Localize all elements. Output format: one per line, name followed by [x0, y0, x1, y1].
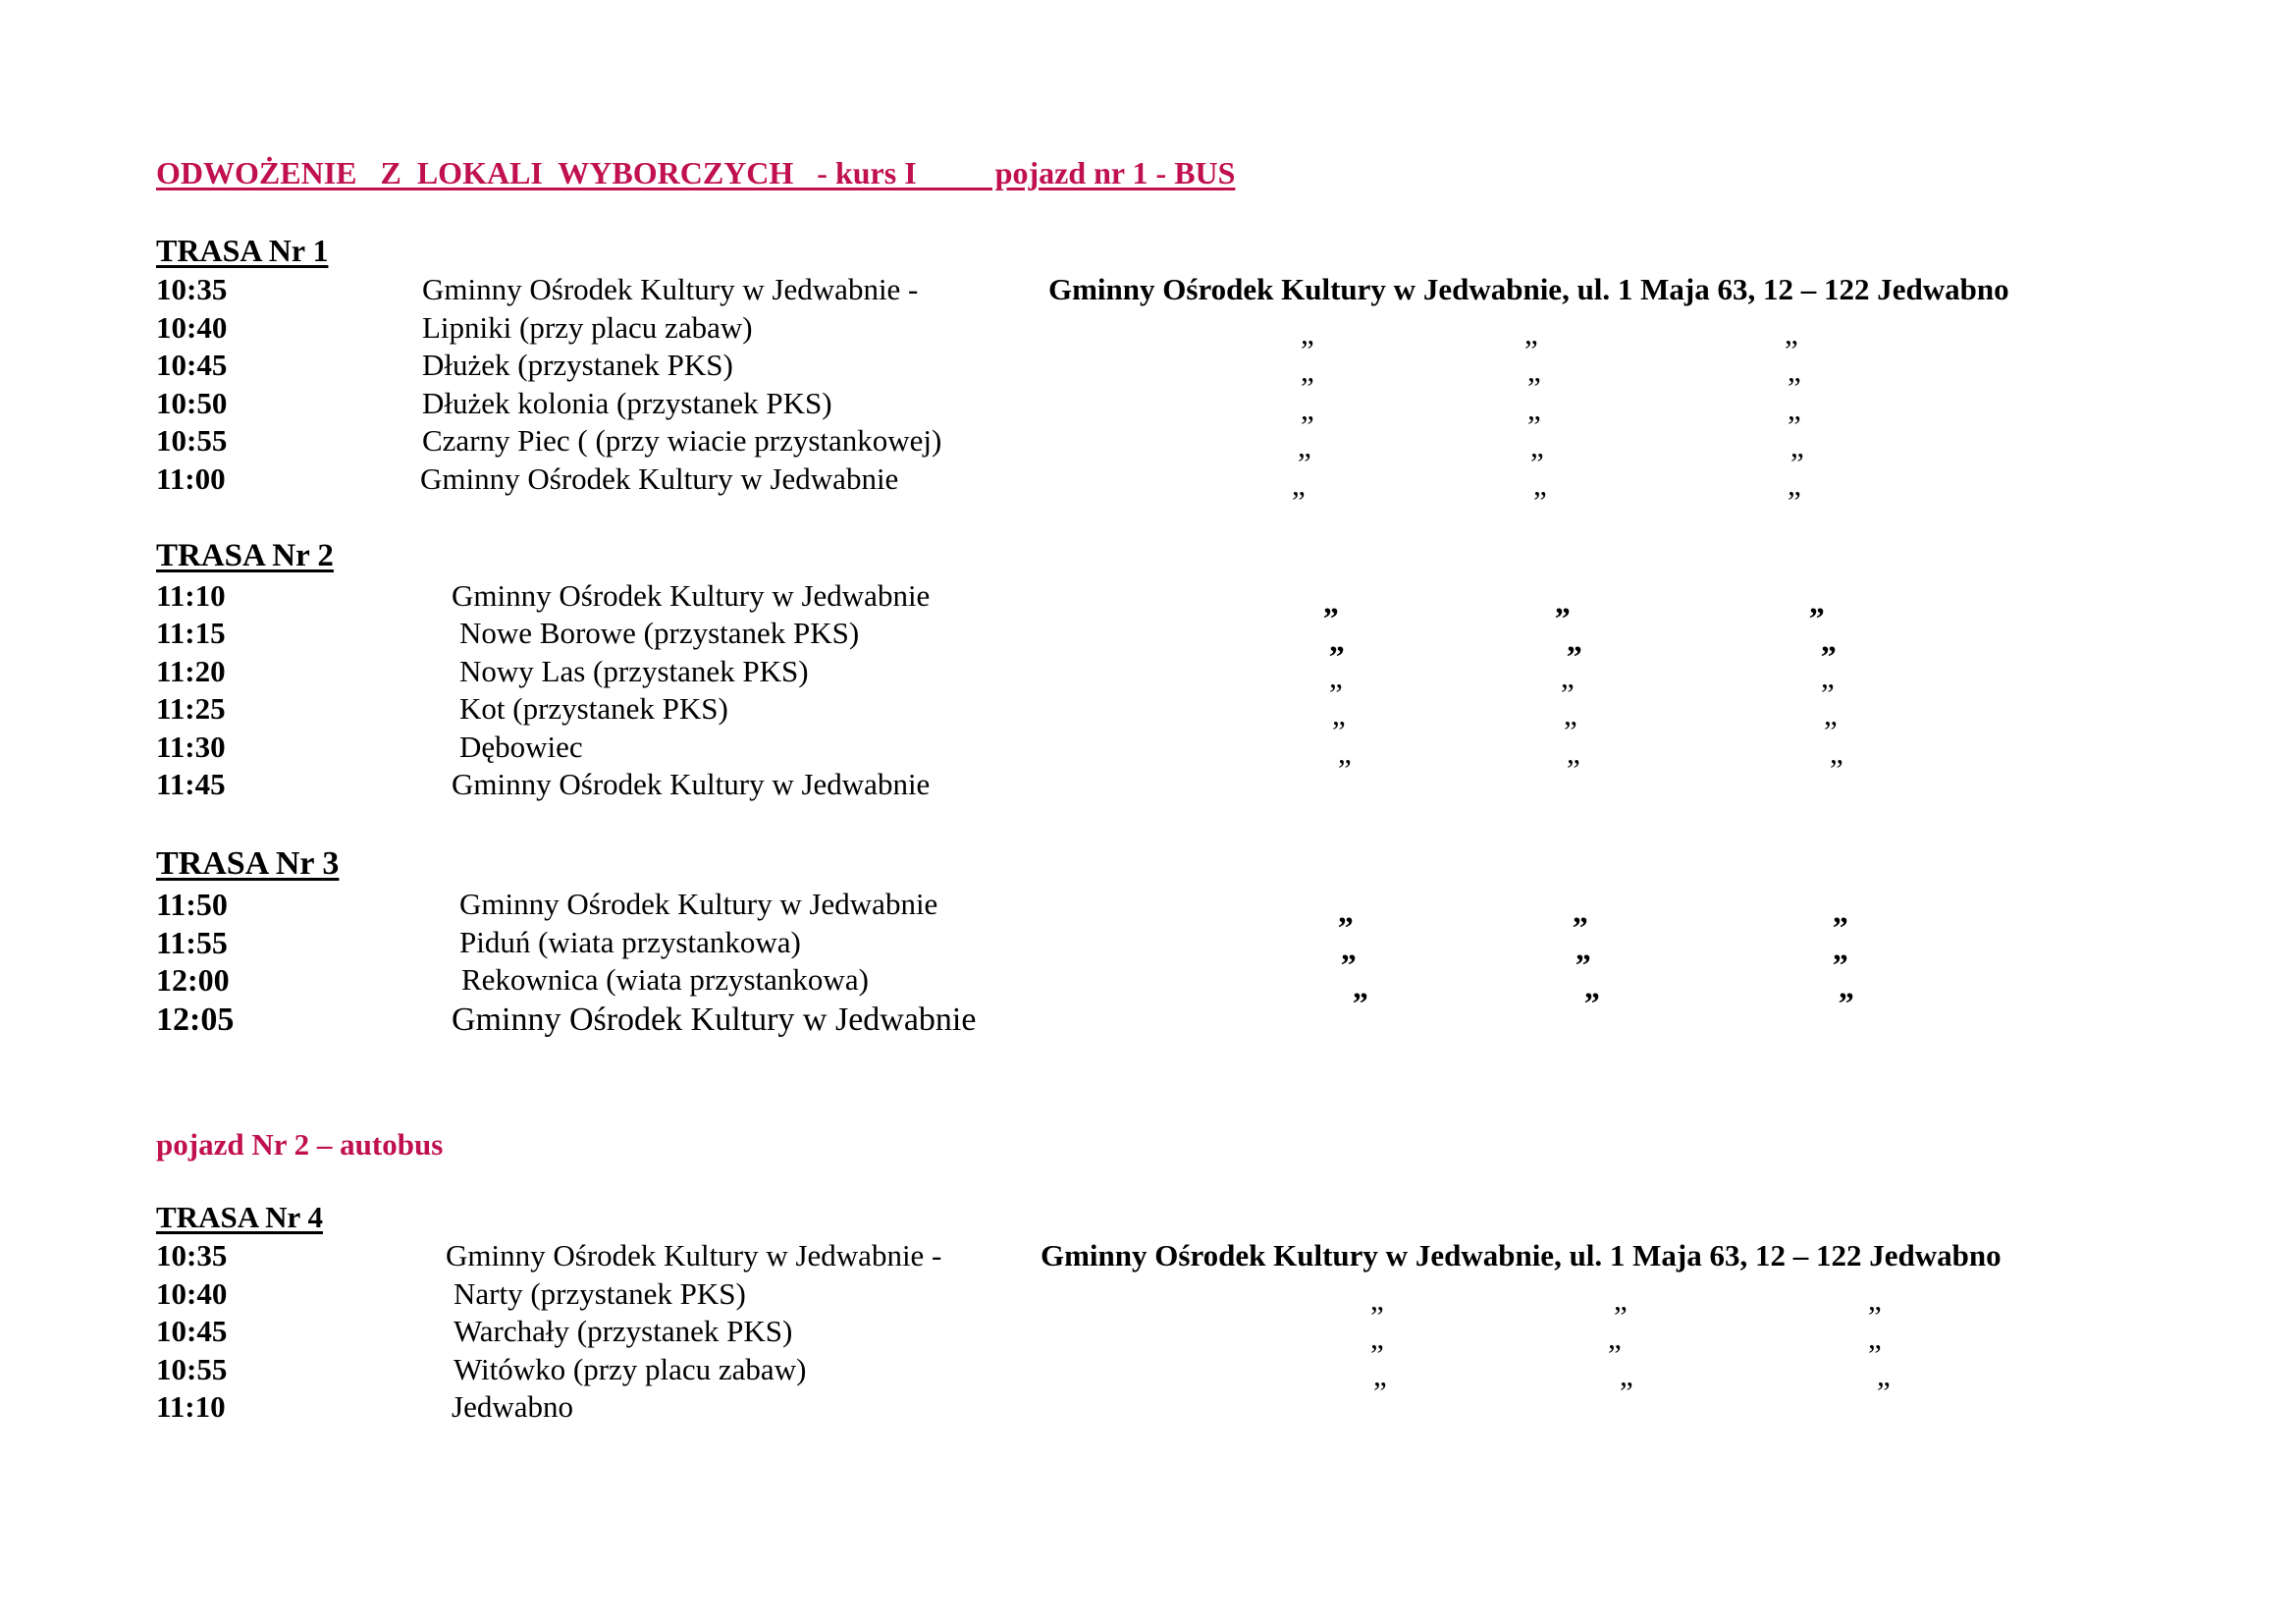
- route-2-place: Gminny Ośrodek Kultury w Jedwabnie: [452, 767, 931, 801]
- ditto-mark: „: [1833, 893, 1848, 929]
- ditto-mark: „: [1614, 1282, 1628, 1317]
- route-1-title: TRASA Nr 1: [156, 233, 329, 268]
- ditto-mark: „: [1555, 584, 1571, 620]
- ditto-mark: „: [1329, 623, 1345, 658]
- ditto-mark: „: [1573, 893, 1588, 929]
- route-3-time: 11:55: [156, 925, 228, 960]
- ditto-mark: „: [1370, 1321, 1384, 1355]
- ditto-mark: „: [1877, 1358, 1891, 1392]
- ditto-mark: „: [1524, 316, 1538, 351]
- ditto-mark: „: [1292, 467, 1306, 502]
- route-1-place: Czarny Piec ( (przy wiacie przystankowej): [422, 423, 942, 458]
- route-2-place: Gminny Ośrodek Kultury w Jedwabnie: [452, 578, 931, 613]
- ditto-mark: „: [1527, 353, 1541, 388]
- route-1-place: Gminny Ośrodek Kultury w Jedwabnie: [420, 461, 899, 496]
- route-4-time: 11:10: [156, 1389, 226, 1424]
- destination-address: Gminny Ośrodek Kultury w Jedwabnie, ul. 1 Maja 63, 12 – 122 Jedwabno: [1041, 1238, 2002, 1272]
- ditto-mark: „: [1338, 893, 1354, 929]
- ditto-mark: „: [1533, 467, 1547, 502]
- ditto-mark: „: [1338, 735, 1352, 770]
- ditto-mark: „: [1824, 697, 1838, 731]
- ditto-mark: „: [1561, 660, 1575, 694]
- ditto-mark: „: [1785, 316, 1798, 351]
- route-2-place: Kot (przystanek PKS): [459, 691, 728, 726]
- ditto-mark: „: [1301, 392, 1314, 426]
- ditto-mark: „: [1564, 697, 1577, 731]
- route-1-time: 10:50: [156, 386, 228, 420]
- ditto-mark: „: [1830, 735, 1843, 770]
- route-4-place: Jedwabno: [452, 1389, 573, 1424]
- route-4-place: Warchały (przystanek PKS): [454, 1314, 793, 1348]
- route-4-time: 10:55: [156, 1352, 228, 1386]
- ditto-mark: „: [1301, 353, 1314, 388]
- ditto-mark: „: [1530, 429, 1544, 463]
- ditto-mark: „: [1575, 931, 1591, 966]
- ditto-mark: „: [1868, 1282, 1882, 1317]
- ditto-mark: „: [1373, 1358, 1387, 1392]
- ditto-mark: „: [1620, 1358, 1633, 1392]
- route-2-place: Nowe Borowe (przystanek PKS): [459, 616, 860, 650]
- ditto-mark: „: [1329, 660, 1343, 694]
- route-2-place: Nowy Las (przystanek PKS): [459, 654, 809, 688]
- ditto-mark: „: [1301, 316, 1314, 351]
- route-4-place: Witówko (przy placu zabaw): [454, 1352, 807, 1386]
- route-4-title: TRASA Nr 4: [156, 1200, 323, 1234]
- ditto-mark: „: [1584, 969, 1600, 1004]
- route-4-place: Narty (przystanek PKS): [454, 1276, 746, 1311]
- route-4-time: 10:45: [156, 1314, 228, 1348]
- route-3-time: 12:05: [156, 1001, 235, 1038]
- ditto-mark: „: [1332, 697, 1346, 731]
- ditto-mark: „: [1608, 1321, 1622, 1355]
- route-4-time: 10:40: [156, 1276, 228, 1311]
- ditto-mark: „: [1298, 429, 1311, 463]
- ditto-mark: „: [1527, 392, 1541, 426]
- route-1-place: Dłużek (przystanek PKS): [422, 348, 733, 382]
- vehicle-2-title: pojazd Nr 2 – autobus: [156, 1127, 444, 1162]
- route-2-title: TRASA Nr 2: [156, 538, 334, 573]
- route-3-title: TRASA Nr 3: [156, 845, 340, 882]
- route-1-time: 11:00: [156, 461, 226, 496]
- document-title: ODWOŻENIE Z LOKALI WYBORCZYCH - kurs I pojazd nr 1 - BUS: [156, 155, 1236, 190]
- route-3-time: 12:00: [156, 962, 230, 998]
- route-3-place: Gminny Ośrodek Kultury w Jedwabnie: [459, 887, 938, 921]
- ditto-mark: „: [1790, 429, 1804, 463]
- route-2-time: 11:45: [156, 767, 226, 801]
- route-1-time: 10:40: [156, 310, 228, 345]
- route-1-time: 10:45: [156, 348, 228, 382]
- ditto-mark: „: [1788, 467, 1801, 502]
- ditto-mark: „: [1821, 623, 1837, 658]
- ditto-mark: „: [1809, 584, 1825, 620]
- route-2-time: 11:20: [156, 654, 226, 688]
- ditto-mark: „: [1839, 969, 1854, 1004]
- ditto-mark: „: [1788, 353, 1801, 388]
- route-1-place: Dłużek kolonia (przystanek PKS): [422, 386, 832, 420]
- route-1-time: 10:55: [156, 423, 228, 458]
- ditto-mark: „: [1370, 1282, 1384, 1317]
- route-2-time: 11:15: [156, 616, 226, 650]
- ditto-mark: „: [1567, 623, 1582, 658]
- route-3-time: 11:50: [156, 887, 228, 922]
- ditto-mark: „: [1788, 392, 1801, 426]
- route-4-place: Gminny Ośrodek Kultury w Jedwabnie -: [446, 1238, 942, 1272]
- ditto-mark: „: [1567, 735, 1580, 770]
- route-2-time: 11:10: [156, 578, 226, 613]
- route-3-place: Gminny Ośrodek Kultury w Jedwabnie: [452, 1001, 977, 1038]
- route-4-time: 10:35: [156, 1238, 228, 1272]
- destination-address: Gminny Ośrodek Kultury w Jedwabnie, ul. 1 Maja 63, 12 – 122 Jedwabno: [1048, 272, 2009, 306]
- route-1-time: 10:35: [156, 272, 228, 306]
- route-2-place: Dębowiec: [459, 730, 583, 764]
- ditto-mark: „: [1868, 1321, 1882, 1355]
- route-3-place: Piduń (wiata przystankowa): [459, 925, 801, 959]
- route-2-time: 11:25: [156, 691, 226, 726]
- ditto-mark: „: [1821, 660, 1835, 694]
- ditto-mark: „: [1833, 931, 1848, 966]
- route-1-place: Lipniki (przy placu zabaw): [422, 310, 753, 345]
- route-1-place: Gminny Ośrodek Kultury w Jedwabnie -: [422, 272, 919, 306]
- route-3-place: Rekownica (wiata przystankowa): [461, 962, 869, 997]
- route-2-time: 11:30: [156, 730, 226, 764]
- ditto-mark: „: [1341, 931, 1357, 966]
- ditto-mark: „: [1353, 969, 1368, 1004]
- ditto-mark: „: [1323, 584, 1339, 620]
